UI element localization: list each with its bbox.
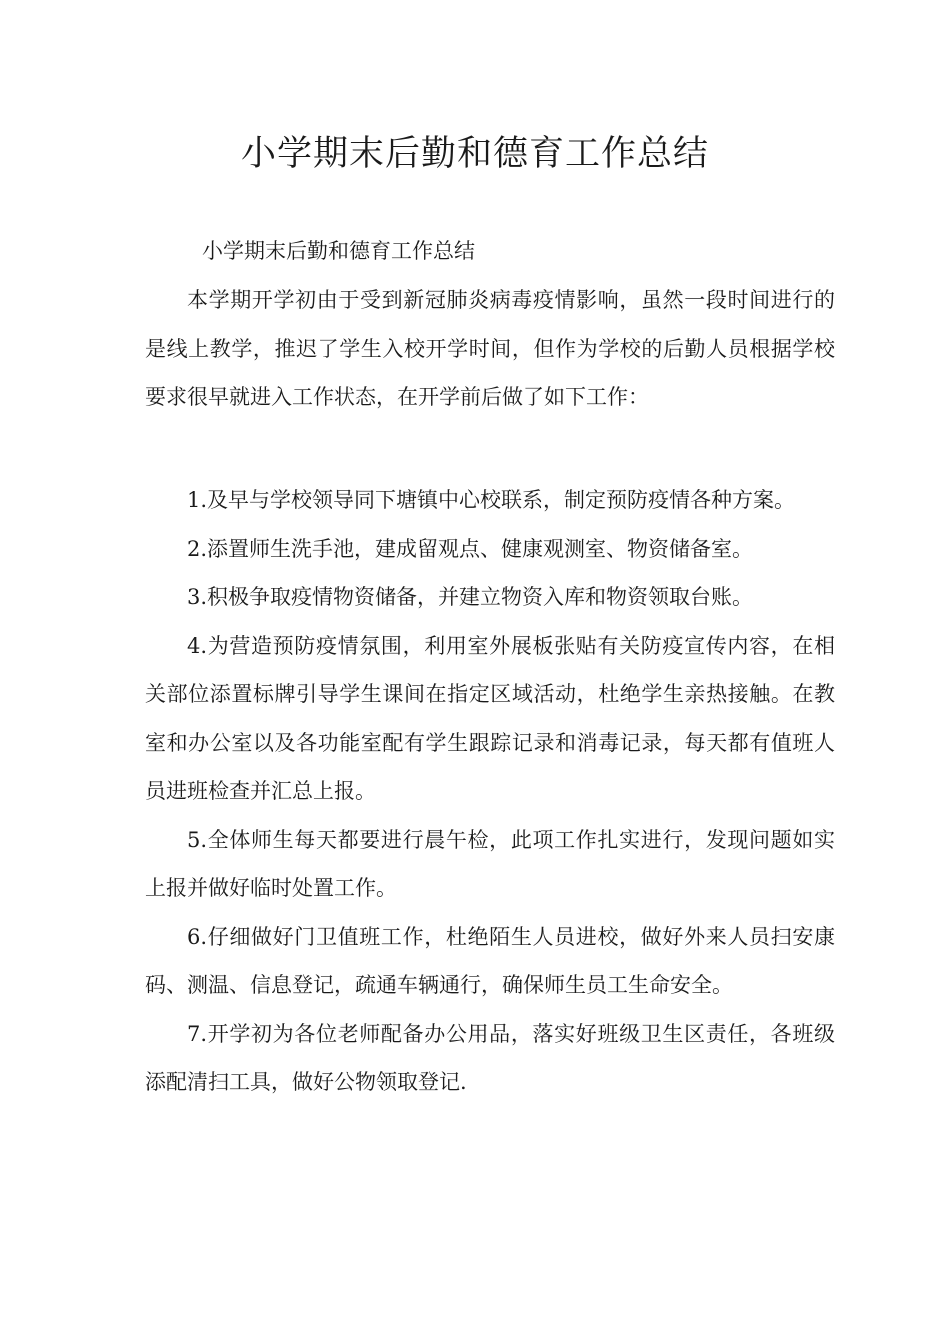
intro-paragraph: 本学期开学初由于受到新冠肺炎病毒疫情影响，虽然一段时间进行的是线上教学，推迟了学生入校开学时间，但作为学校的后勤人员根据学校要求很早就进入工作状态，在开学前后做了如下工作： <box>145 288 835 409</box>
list-item: 7.开学初为各位老师配备办公用品，落实好班级卫生区责任，各班级添配清扫工具，做好公物领取登记. <box>145 1021 835 1094</box>
list-item: 4.为营造预防疫情氛围，利用室外展板张贴有关防疫宣传内容，在相关部位添置标牌引导学生课间在指定区域活动，杜绝学生亲热接触。在教室和办公室以及各功能室配有学生跟踪记录和消毒记录，每天都有值班人员进班检查并汇总上报。 <box>145 633 835 803</box>
intro-section <box>145 276 835 422</box>
list-item: 5.全体师生每天都要进行晨午检，此项工作扎实进行，发现问题如实上报并做好临时处置工作。 <box>145 827 835 900</box>
list-item: 2.添置师生洗手池，建成留观点、健康观测室、物资储备室。 <box>187 536 754 561</box>
list-item: 1.及早与学校领导同下塘镇中心校联系，制定预防疫情各种方案。 <box>187 488 796 512</box>
list-item: 3.积极争取疫情物资储备，并建立物资入库和物资领取台账。 <box>187 585 754 609</box>
document-subtitle: 小学期末后勤和德育工作总结 <box>202 239 475 263</box>
work-items-list <box>145 476 835 1107</box>
list-item: 6.仔细做好门卫值班工作，杜绝陌生人员进校，做好外来人员扫安康码、测温、信息登记，疏通车辆通行，确保师生员工生命安全。 <box>145 924 835 997</box>
document-title: 小学期末后勤和德育工作总结 <box>240 134 709 174</box>
